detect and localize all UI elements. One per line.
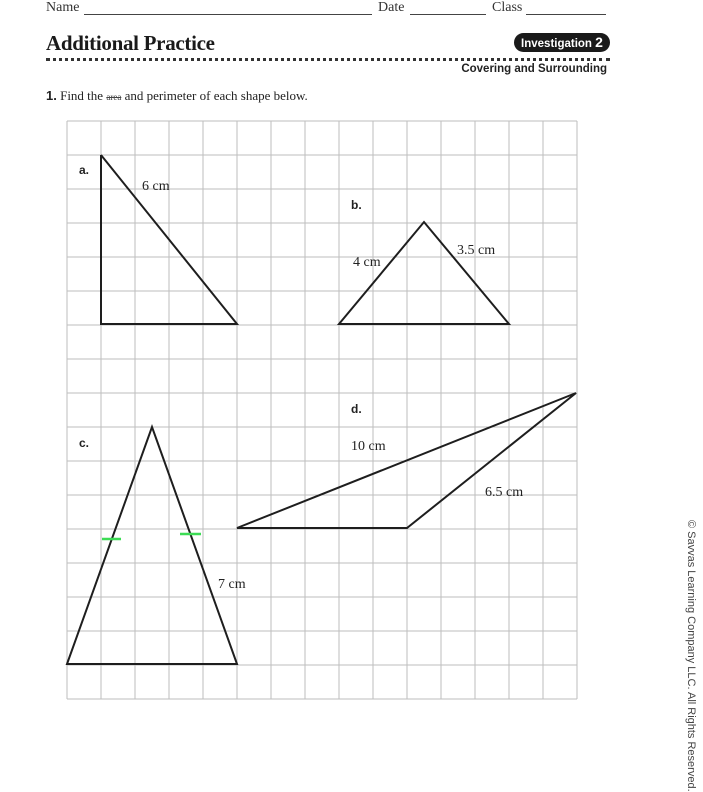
badge-number: 2 — [595, 34, 603, 50]
name-label: Name — [46, 0, 80, 15]
shape-b-left-side-label: 4 cm — [353, 255, 381, 270]
page-title: Additional Practice — [46, 31, 215, 55]
question-number: 1. — [46, 88, 57, 103]
shape-d-short-side-label: 6.5 cm — [485, 485, 524, 500]
subtitle: Covering and Surrounding — [461, 63, 607, 75]
struck-word: area — [106, 92, 122, 102]
shape-d-long-side-label: 10 cm — [351, 439, 386, 454]
shape-d-label: d. — [351, 402, 362, 416]
date-label: Date — [378, 0, 405, 15]
shape-a-side-label: 6 cm — [142, 179, 170, 194]
class-label: Class — [492, 0, 523, 15]
shape-c-isosceles-triangle — [67, 427, 237, 664]
question-text-after: and perimeter of each shape below. — [124, 88, 308, 103]
shape-c-label: c. — [79, 436, 90, 450]
shape-a-label: a. — [79, 163, 90, 177]
shape-b-right-side-label: 3.5 cm — [457, 243, 496, 258]
shape-c-side-label: 7 cm — [218, 577, 246, 592]
shape-b-label: b. — [351, 198, 362, 212]
question-text-before: Find the — [60, 88, 104, 103]
badge-text: Investigation — [521, 38, 592, 50]
copyright-text: © Savvas Learning Company LLC. All Rights Reserved. — [685, 520, 697, 792]
copyright-notice — [683, 520, 697, 792]
shape-b-triangle — [339, 222, 509, 324]
